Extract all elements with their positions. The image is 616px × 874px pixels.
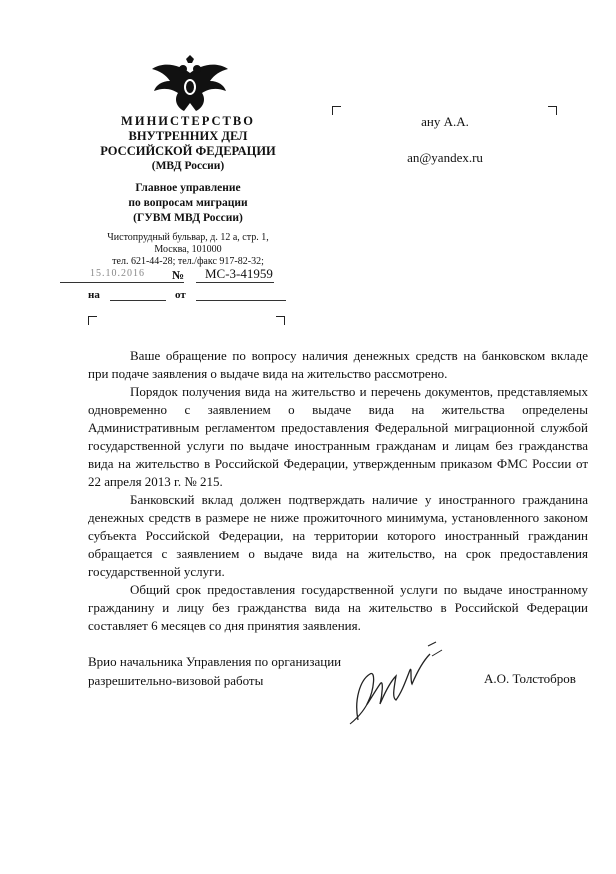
ministry-name-line2: ВНУТРЕННИХ ДЕЛ [128, 129, 248, 143]
signatory-position [88, 652, 341, 690]
recipient-email: an@yandex.ru [407, 150, 483, 165]
ministry-name-line1: МИНИСТЕРСТВО [121, 114, 255, 128]
position-line1: Врио начальника Управления по организации [88, 654, 342, 669]
department-abbrev: (ГУВМ МВД России) [133, 212, 243, 224]
address-line2: Москва, 101000 [154, 244, 222, 255]
na-underline [110, 300, 166, 301]
ministry-abbrev: (МВД России) [151, 160, 225, 172]
ot-underline [196, 300, 286, 301]
eagle-emblem-icon [150, 55, 230, 115]
corner-mark-recipient-right [548, 106, 557, 115]
ministry-name-line3: РОССИЙСКОЙ ФЕДЕРАЦИИ [100, 144, 276, 158]
address-phone: тел. 621-44-28; тел./факс 917-82-32; [112, 256, 264, 267]
address-line1: Чистопрудный бульвар, д. 12 а, стр. 1, [107, 232, 269, 243]
position-line2: разрешительно-визовой работы [88, 673, 264, 688]
number-sign: № [172, 268, 185, 282]
signatory-name: А.О. Толстобров [484, 671, 576, 686]
na-label: на [88, 289, 100, 301]
letter-body [88, 347, 588, 635]
stamp-date: 15.10.2016 [90, 268, 145, 279]
paragraph-4: Общий срок предоставления государственной услуги по выдаче иностранному гражданину и лицу без гражданства вида на жительство в Российской Федерации составляет 6 месяцев со дня принятия заявления. [88, 582, 588, 633]
paragraph-2: Порядок получения вида на жительство и перечень документов, представляемых одновременно с заявлением о выдаче вида на жительства определены Административным регламентом предоставления Федеральной миграционной службой государственной услуги по выдаче иностранным гражданам и лицам без гражданства вида на жительство в Российской Федерации, утвержденным приказом ФМС России от 22 апреля 2013 г. № 215. [88, 384, 588, 489]
department-line1: Главное управление [135, 182, 241, 194]
date-underline [60, 282, 184, 283]
corner-mark-recipient-left [332, 106, 341, 115]
paragraph-3: Банковский вклад должен подтверждать наличие у иностранного гражданина денежных средств в размере не ниже прожиточного минимума, установленного законом субъекта Российской Федерации, на территории которого иностранный гражданин обращается с заявлением о выдаче вида на жительство, на срок предоставления государственной услуги. [88, 492, 588, 579]
ot-label: от [175, 289, 186, 301]
number-underline [196, 282, 274, 283]
department-line2: по вопросам миграции [128, 197, 248, 209]
document-number: МС-3-41959 [205, 266, 273, 281]
recipient-name: ану А.А. [421, 114, 469, 129]
corner-mark-top-left [88, 316, 97, 325]
handwritten-signature-icon [340, 640, 450, 730]
paragraph-1: Ваше обращение по вопросу наличия денежных средств на банковском вкладе при подаче заявления о выдаче вида на жительство рассмотрено. [88, 348, 588, 381]
corner-mark-top-right [276, 316, 285, 325]
